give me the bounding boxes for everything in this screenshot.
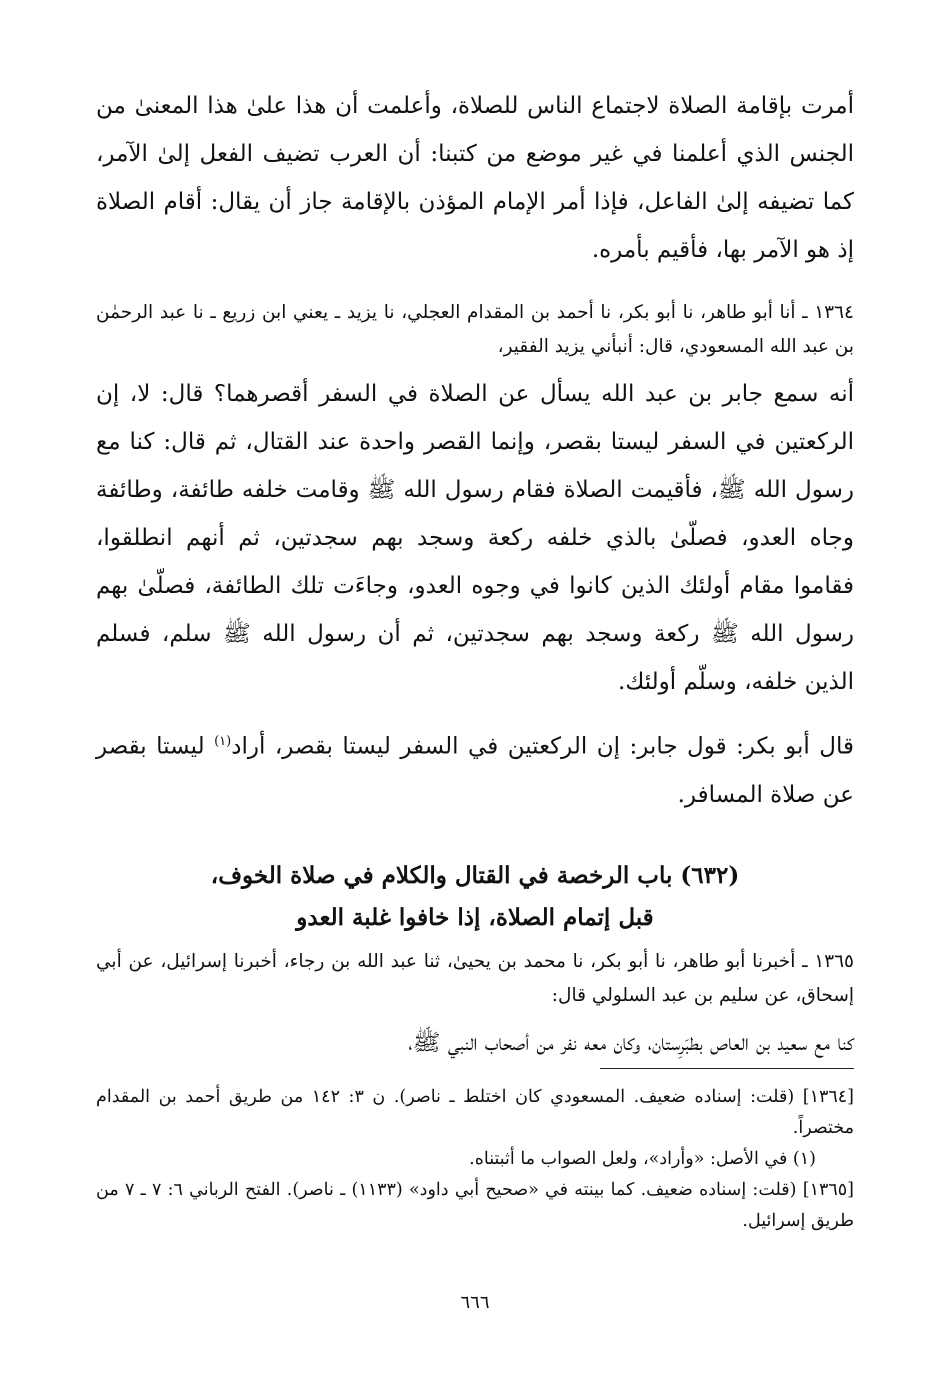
hadith-1365-matn: كنا مع سعيد بن العاص بطبَرِستان، وكان معه نفر من أصحاب النبي ﷺ، [408,1029,854,1056]
comment-text-after: ليستا بقصر عن صلاة المسافر. [96,733,854,808]
footnote-1364: [١٣٦٤] (قلت: إسناده ضعيف. المسعودي كان اختلط ـ ناصر). ن ٣: ١٤٢ من طريق أحمد بن المقدام مختصراً. [96,1087,854,1138]
hadith-1364-isnad: ١٣٦٤ ـ أنا أبو طاهر، نا أبو بكر، نا أحمد بن المقدام العجلي، نا يزيد ـ يعني ابن زريع ـ نا عبد الرحمٰن بن عبد الله المسعودي، قال: أنبأني يزيد الفقير، [96,302,854,357]
chapter-heading-line-1: (٦٣٢) باب الرخصة في القتال والكلام في صلاة الخوف، [210,861,740,889]
hadith-1364-matn: أنه سمع جابر بن عبد الله يسأل عن الصلاة في السفر أقصرهما؟ قال: لا، إن الركعتين في السفر ليستا بقصر، وإنما القصر واحدة عند القتال، ثم قال: كنا مع رسول الله ﷺ، فأقيمت الصلاة فقام رسول الله ﷺ وقامت خلفه طائفة، وطائفة وجاه العدو، فصلّىٰ بالذي خلفه ركعة وسجد بهم سجدتين، ثم أنهم انطلقوا، فقاموا مقام أولئك الذين كانوا في وجوه العدو، وجاءَت تلك الطائفة، فصلّىٰ بهم رسول الله ﷺ ركعة وسجد بهم سجدتين، ثم أن رسول الله ﷺ سلم، فسلم الذين خلفه، وسلّم أولئك. [96,381,854,695]
footnote-marker: (١) [214,734,232,749]
footnote-1365: [١٣٦٥] (قلت: إسناده ضعيف. كما بينته في «صحيح أبي داود» (١١٣٣) ـ ناصر). الفتح الرباني ٦: ٧ ـ ٧ من طريق إسرائيل. [96,1180,854,1231]
footnote-divider [600,1068,854,1069]
footnote-1: (١) في الأصل: «وأراد»، ولعل الصواب ما أثبتناه. [469,1149,816,1169]
chapter-heading [96,855,854,939]
hadith-1364-comment [96,718,854,819]
page-body [96,82,854,1067]
footnotes [96,1082,854,1237]
page-number: ٦٦٦ [460,1292,490,1313]
comment-text-before: قال أبو بكر: قول جابر: إن الركعتين في السفر ليستا بقصر، أراد [231,733,855,760]
chapter-heading-line-2: قبل إتمام الصلاة، إذا خافوا غلبة العدو [296,903,654,931]
intro-paragraph: أمرت بإقامة الصلاة لاجتماع الناس للصلاة، وأعلمت أن هذا علىٰ هذا المعنىٰ من الجنس الذي أعلمنا في غير موضع من كتبنا: أن العرب تضيف الفعل إلىٰ الآمر، كما تضيفه إلىٰ الفاعل، فإذا أمر الإمام المؤذن بالإقامة جاز أن يقال: أقام الصلاة إذ هو الآمر بها، فأقيم بأمره. [96,93,854,263]
hadith-1365-isnad: ١٣٦٥ ـ أخبرنا أبو طاهر، نا أبو بكر، نا محمد بن يحيىٰ، ثنا عبد الله بن رجاء، أخبرنا إسرائيل، عن أبي إسحاق، عن سليم بن عبد السلولي قال: [96,950,854,1006]
